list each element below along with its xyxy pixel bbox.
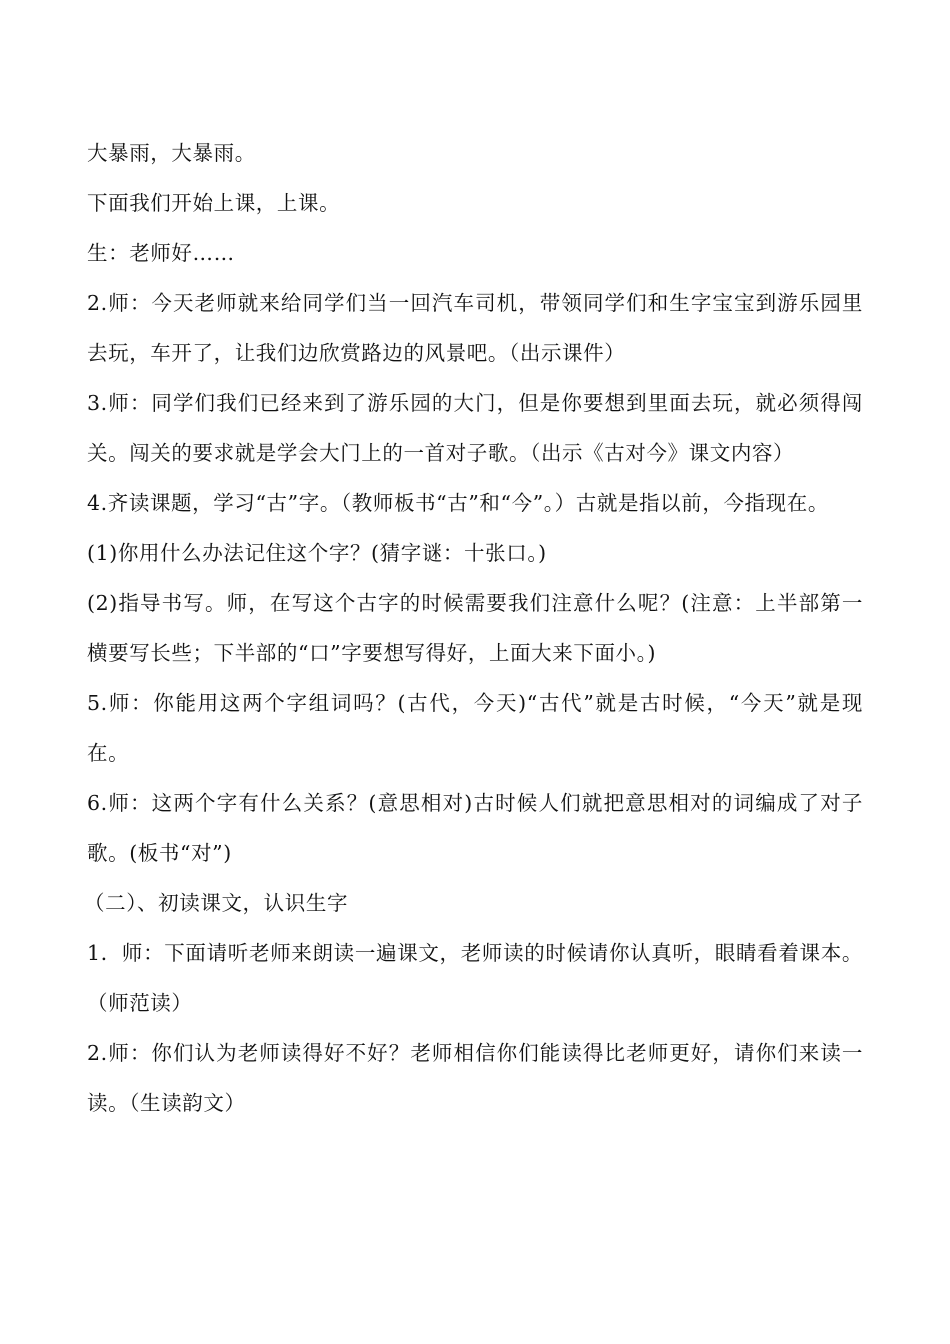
paragraph: 1．师：下面请听老师来朗读一遍课文，老师读的时候请你认真听，眼睛看着课本。（师范读） [87, 941, 863, 1015]
paragraph: 大暴雨，大暴雨。 [87, 141, 256, 165]
paragraph: 3.师：同学们我们已经来到了游乐园的大门，但是你要想到里面去玩，就必须得闯关。闯关的要求就是学会大门上的一首对子歌。（出示《古对今》课文内容） [87, 391, 863, 465]
paragraph: 生：老师好…… [87, 241, 235, 265]
paragraph: 4.齐读课题，学习“古”字。（教师板书“古”和“今”。）古就是指以前，今指现在。 [87, 491, 829, 515]
paragraph: 下面我们开始上课，上课。 [87, 191, 341, 215]
paragraph: (2)指导书写。师，在写这个古字的时候需要我们注意什么呢？(注意：上半部第一横要写长些；下半部的“口”字要想写得好，上面大来下面小。) [87, 591, 863, 665]
paragraph: 5.师：你能用这两个字组词吗？(古代，今天)“古代”就是古时候，“今天”就是现在。 [87, 691, 863, 765]
paragraph: (1)你用什么办法记住这个字？(猜字谜：十张口。) [87, 541, 547, 565]
section-heading: （二）、初读课文，认识生字 [84, 891, 349, 915]
document-body [84, 128, 863, 1128]
paragraph: 6.师：这两个字有什么关系？(意思相对)古时候人们就把意思相对的词编成了对子歌。(板书“对”) [87, 791, 863, 865]
paragraph: 2.师：今天老师就来给同学们当一回汽车司机，带领同学们和生字宝宝到游乐园里去玩，车开了，让我们边欣赏路边的风景吧。（出示课件） [87, 291, 863, 365]
paragraph: 2.师：你们认为老师读得好不好？老师相信你们能读得比老师更好，请你们来读一读。（生读韵文） [87, 1041, 863, 1115]
